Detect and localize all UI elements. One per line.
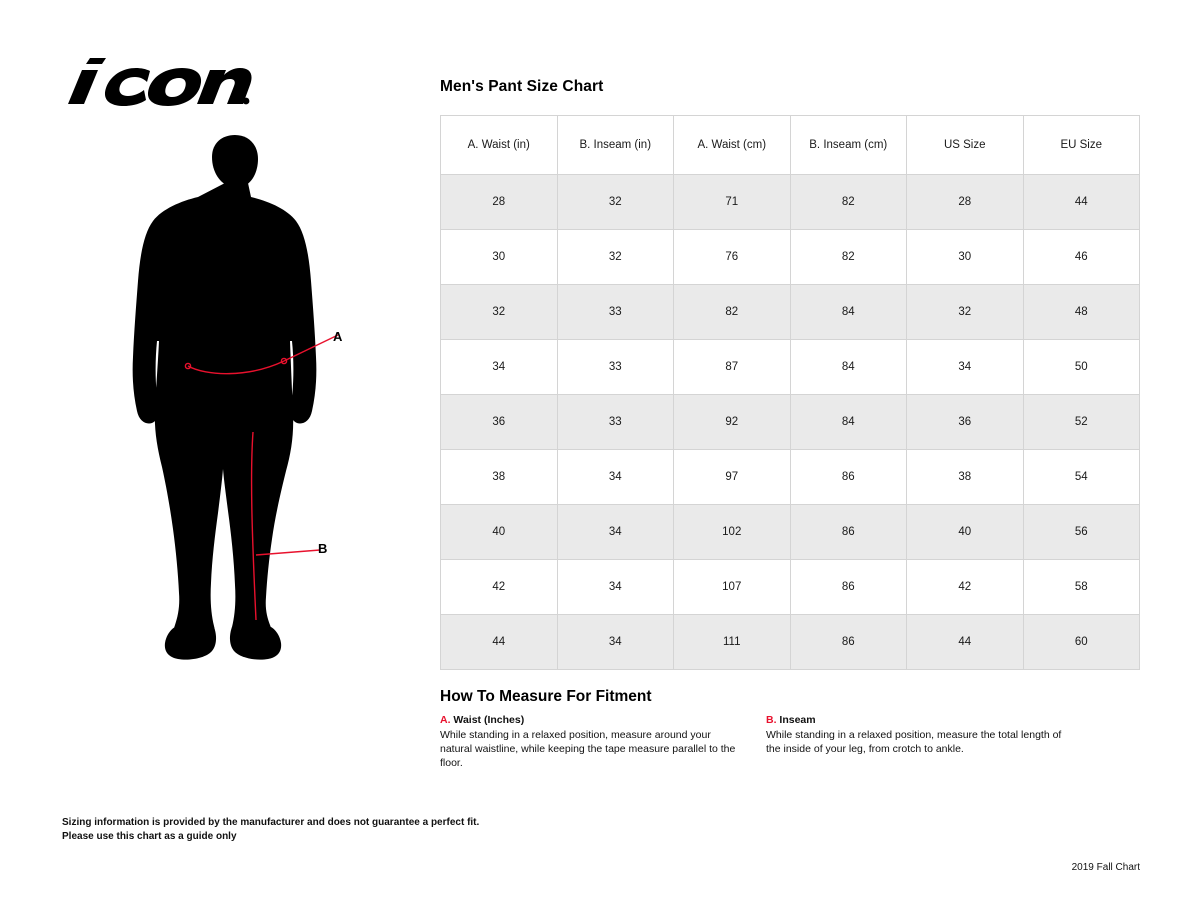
- table-cell: 36: [907, 395, 1024, 450]
- table-cell: 82: [790, 175, 907, 230]
- table-cell: 32: [441, 285, 558, 340]
- column-header: B. Inseam (in): [557, 116, 674, 175]
- table-cell: 38: [907, 450, 1024, 505]
- table-cell: 46: [1023, 230, 1140, 285]
- table-cell: 34: [441, 340, 558, 395]
- table-cell: 30: [907, 230, 1024, 285]
- table-cell: 42: [441, 560, 558, 615]
- how-to-measure-waist-body: While standing in a relaxed position, measure around your natural waistline, while keeping the tape measure parallel to the floor.: [440, 728, 736, 769]
- table-cell: 97: [674, 450, 791, 505]
- brand-logo: [62, 50, 252, 112]
- size-chart-table: [440, 115, 1140, 670]
- table-row: [441, 615, 1140, 670]
- table-cell: 54: [1023, 450, 1140, 505]
- table-cell: 71: [674, 175, 791, 230]
- disclaimer-line-2: Please use this chart as a guide only: [62, 831, 237, 842]
- table-cell: 38: [441, 450, 558, 505]
- table-cell: 36: [441, 395, 558, 450]
- table-cell: 102: [674, 505, 791, 560]
- marker-a: A.: [440, 714, 451, 726]
- table-cell: 111: [674, 615, 791, 670]
- table-cell: 32: [557, 230, 674, 285]
- table-cell: 30: [441, 230, 558, 285]
- silhouette-icon: [133, 135, 317, 660]
- how-to-measure-waist-heading: [440, 714, 736, 728]
- table-cell: 42: [907, 560, 1024, 615]
- table-row: [441, 395, 1140, 450]
- table-row: [441, 450, 1140, 505]
- body-silhouette-diagram: [120, 135, 380, 675]
- chart-version: 2019 Fall Chart: [1071, 862, 1140, 873]
- table-cell: 28: [441, 175, 558, 230]
- callout-label-b: B: [318, 541, 328, 556]
- icon-logo-icon: [62, 50, 252, 112]
- table-cell: 84: [790, 285, 907, 340]
- table-cell: 82: [790, 230, 907, 285]
- table-row: [441, 285, 1140, 340]
- table-cell: 84: [790, 340, 907, 395]
- table-cell: 33: [557, 285, 674, 340]
- table-cell: 60: [1023, 615, 1140, 670]
- how-to-measure-inseam: [766, 714, 1076, 757]
- table-cell: 92: [674, 395, 791, 450]
- table-cell: 33: [557, 340, 674, 395]
- column-header: EU Size: [1023, 116, 1140, 175]
- table-cell: 44: [907, 615, 1024, 670]
- table-row: [441, 175, 1140, 230]
- how-to-measure-title: How To Measure For Fitment: [440, 688, 652, 705]
- table-cell: 87: [674, 340, 791, 395]
- table-cell: 84: [790, 395, 907, 450]
- table-header-row: [441, 116, 1140, 175]
- marker-b: B.: [766, 714, 777, 726]
- table-cell: 44: [1023, 175, 1140, 230]
- how-to-measure-inseam-heading: [766, 714, 1076, 728]
- table-row: [441, 505, 1140, 560]
- disclaimer-line-1: Sizing information is provided by the manufacturer and does not guarantee a perfect fit.: [62, 817, 480, 828]
- table-cell: 86: [790, 505, 907, 560]
- column-header: A. Waist (cm): [674, 116, 791, 175]
- table-cell: 40: [441, 505, 558, 560]
- callout-label-a: A: [333, 329, 343, 344]
- table-cell: 48: [1023, 285, 1140, 340]
- table-cell: 34: [557, 450, 674, 505]
- table-cell: 40: [907, 505, 1024, 560]
- table-cell: 34: [557, 505, 674, 560]
- table-cell: 58: [1023, 560, 1140, 615]
- table-cell: 82: [674, 285, 791, 340]
- table-cell: 107: [674, 560, 791, 615]
- table-cell: 50: [1023, 340, 1140, 395]
- table-cell: 32: [557, 175, 674, 230]
- how-to-measure-inseam-body: While standing in a relaxed position, measure the total length of the inside of your leg, from crotch to ankle.: [766, 728, 1062, 755]
- table-cell: 86: [790, 615, 907, 670]
- table-cell: 34: [557, 615, 674, 670]
- table-cell: 86: [790, 560, 907, 615]
- column-header: B. Inseam (cm): [790, 116, 907, 175]
- table-cell: 34: [907, 340, 1024, 395]
- table-cell: 28: [907, 175, 1024, 230]
- how-to-measure-waist-label: Waist (Inches): [453, 714, 525, 726]
- column-header: A. Waist (in): [441, 116, 558, 175]
- how-to-measure-inseam-label: Inseam: [779, 714, 816, 726]
- table-row: [441, 560, 1140, 615]
- disclaimer: [62, 816, 482, 844]
- table-cell: 52: [1023, 395, 1140, 450]
- table-cell: 86: [790, 450, 907, 505]
- table-row: [441, 230, 1140, 285]
- table-cell: 34: [557, 560, 674, 615]
- table-cell: 44: [441, 615, 558, 670]
- table-cell: 56: [1023, 505, 1140, 560]
- table-row: [441, 340, 1140, 395]
- table-cell: 76: [674, 230, 791, 285]
- table-cell: 33: [557, 395, 674, 450]
- table-cell: 32: [907, 285, 1024, 340]
- how-to-measure-waist: [440, 714, 736, 770]
- page-title: Men's Pant Size Chart: [440, 78, 604, 95]
- column-header: US Size: [907, 116, 1024, 175]
